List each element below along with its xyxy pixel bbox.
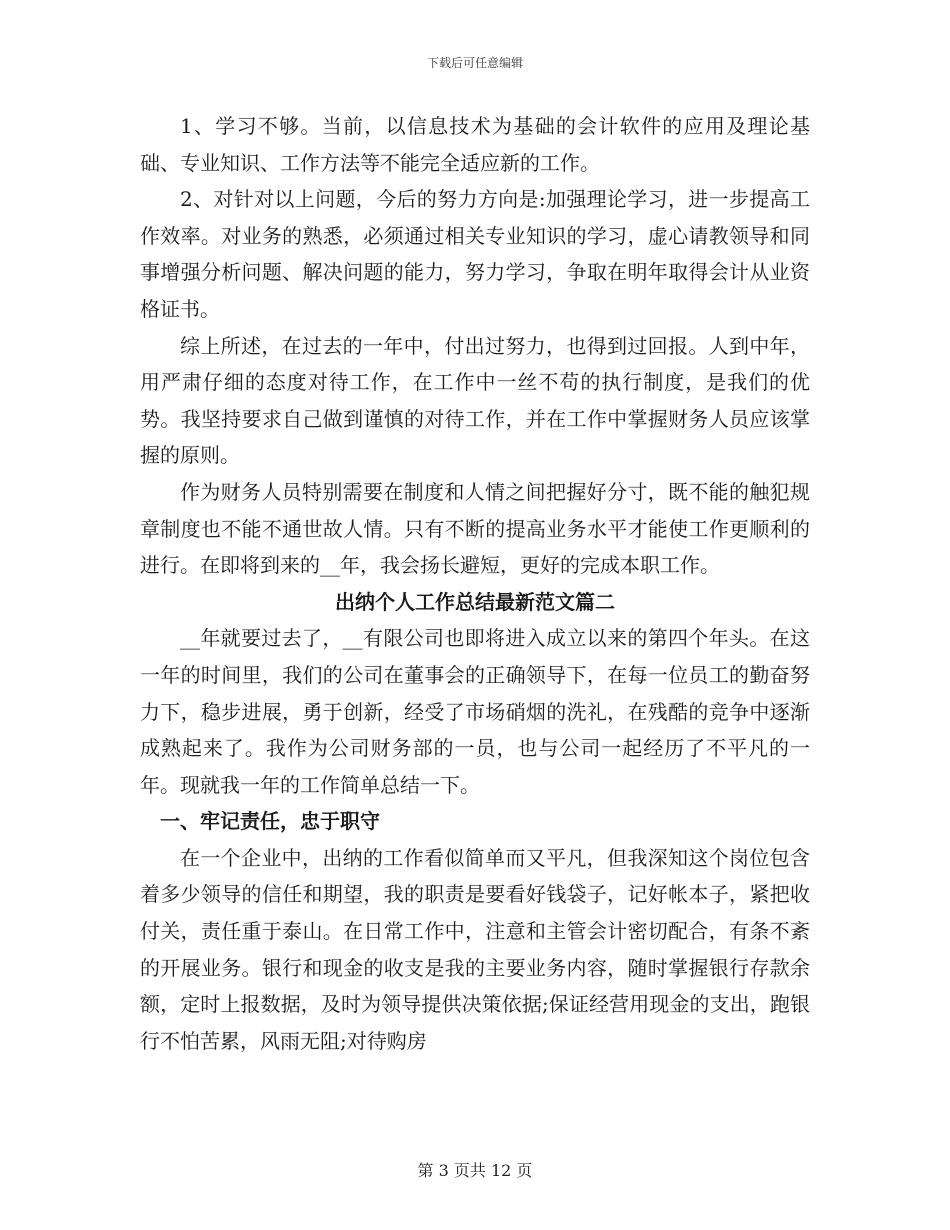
page-header-note: 下载后可任意编辑 [426,56,523,70]
body-paragraph: 在一个企业中，出纳的工作看似简单而又平凡，但我深知这个岗位包含着多少领导的信任和期望，我的职责是要看好钱袋子，记好帐本子，紧把收付关，责任重于泰山。在日常工作中，注意和主管会计密切配合，有条不紊的开展业务。银行和现金的收支是我的主要业务内容，随时掌握银行存款余额，定时上报数据，及时为领导提供决策依据;保证经营用现金的支出，跑银行不怕苦累，风雨无阻;对待购房 [140,845,810,1053]
paragraph-3: 综上所述，在过去的一年中，付出过努力，也得到过回报。人到中年，用严肃仔细的态度对待工作，在工作中一丝不苟的执行制度，是我们的优势。我坚持要求自己做到谨慎的对待工作，并在工作中掌握财务人员应该掌握的原则。 [140,333,810,468]
subheading: 一、牢记责任，忠于职守 [160,809,380,834]
section-title: 出纳个人工作总结最新范文篇二 [335,589,615,614]
paragraph-4: 作为财务人员特别需要在制度和人情之间把握好分寸，既不能的触犯规章制度也不能不通世故人情。只有不断的提高业务水平才能使工作更顺利的进行。在即将到来的__年，我会扬长避短，更好的完成本职工作。 [140,479,810,578]
paragraph-1: 1、学习不够。当前，以信息技术为基础的会计软件的应用及理论基础、专业知识、工作方法等不能完全适应新的工作。 [140,114,810,175]
document-body [140,108,810,1059]
page-number: 第 3 页共 12 页 [417,1161,533,1180]
paragraph-2: 2、对针对以上问题，今后的努力方向是:加强理论学习，进一步提高工作效率。对业务的熟悉，必须通过相关专业知识的学习，虚心请教领导和同事增强分析问题、解决问题的能力，努力学习，争取在明年取得会计从业资格证书。 [140,187,810,321]
intro-paragraph: __年就要过去了，__有限公司也即将进入成立以来的第四个年头。在这一年的时间里，我们的公司在董事会的正确领导下，在每一位员工的勤奋努力下，稳步进展，勇于创新，经受了市场硝烟的洗礼，在残酷的竞争中逐渐成熟起来了。我作为公司财务部的一员，也与公司一起经历了不平凡的一年。现就我一年的工作简单总结一下。 [140,626,810,797]
